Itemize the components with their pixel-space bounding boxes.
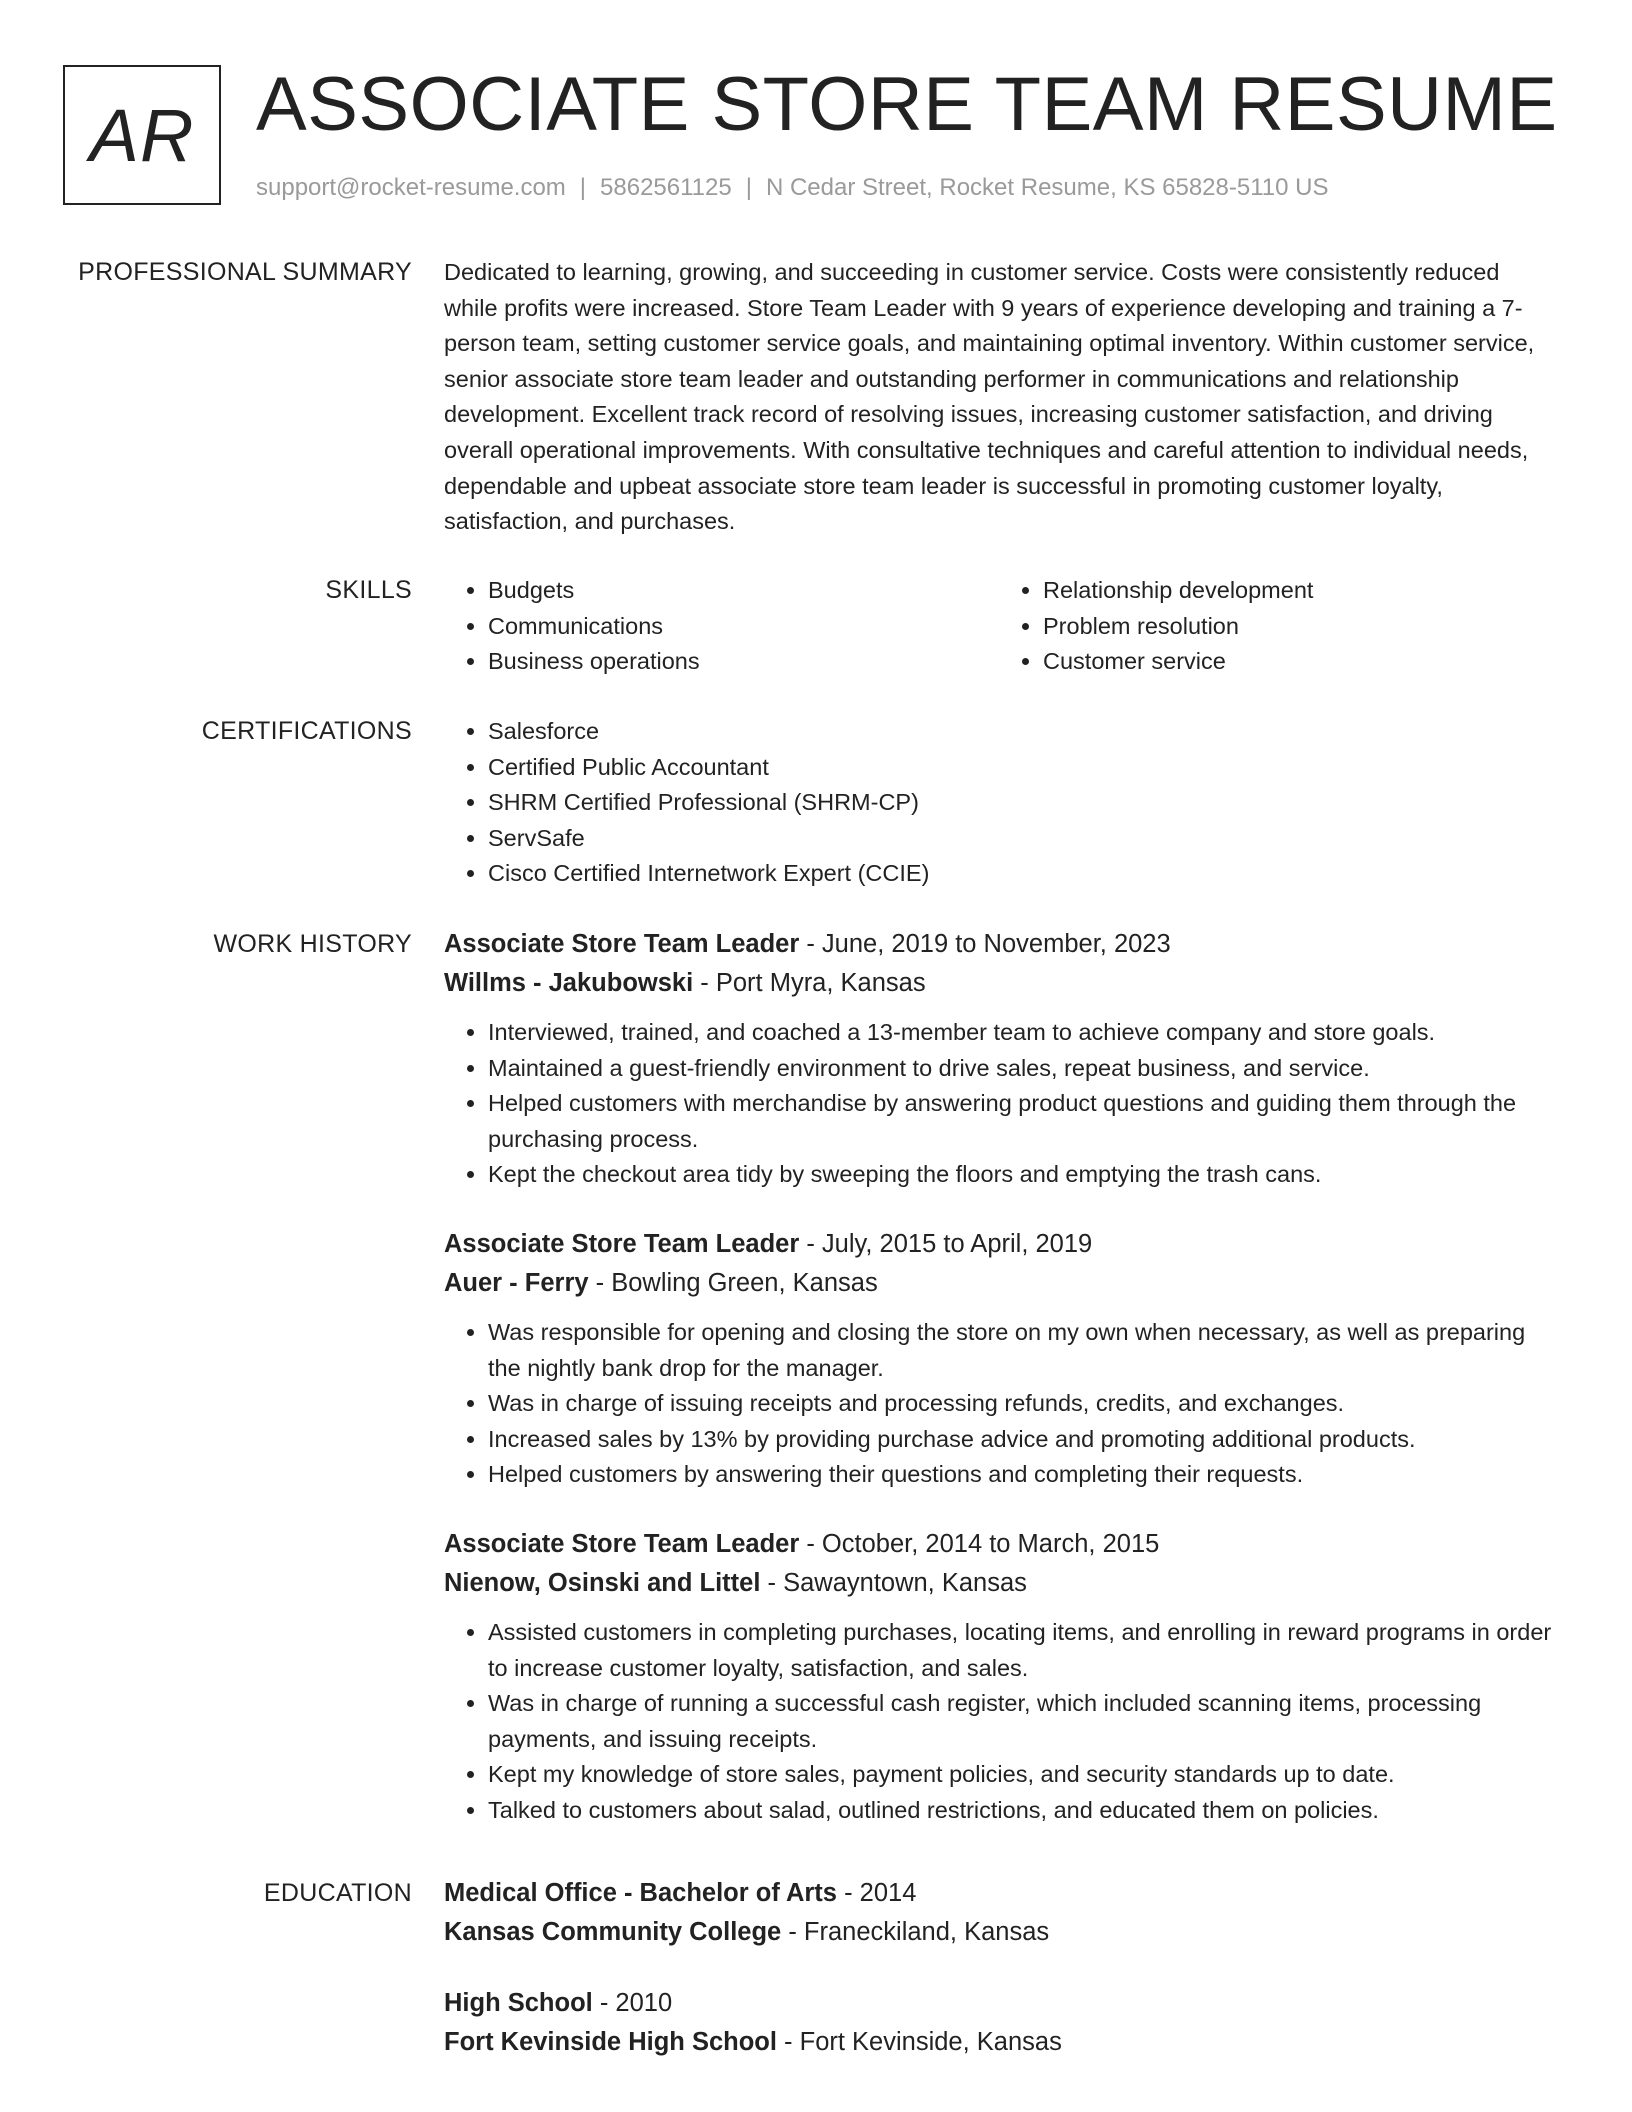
section-label-summary: PROFESSIONAL SUMMARY bbox=[78, 258, 412, 286]
job-location: - Port Myra, Kansas bbox=[693, 969, 926, 997]
education-school-line bbox=[444, 1913, 1554, 1952]
contact-separator: | bbox=[745, 174, 752, 201]
job-bullets bbox=[444, 1615, 1554, 1829]
job-company-line bbox=[444, 1564, 1554, 1603]
job-title-line bbox=[444, 925, 1554, 964]
job-entry bbox=[444, 925, 1554, 1193]
job-bullet: • Helped customers with merchandise by answering product questions and guiding them through the purchasing process. bbox=[488, 1086, 1554, 1157]
job-location: - Bowling Green, Kansas bbox=[588, 1268, 878, 1297]
job-bullet: • Interviewed, trained, and coached a 13-member team to achieve company and store goals. bbox=[488, 1015, 1554, 1051]
certification-item: • ServSafe bbox=[488, 821, 1554, 857]
section-label-skills: SKILLS bbox=[325, 576, 412, 604]
job-title: Associate Store Team Leader bbox=[444, 930, 800, 958]
section-label-certifications: CERTIFICATIONS bbox=[201, 717, 412, 745]
education-school: Fort Kevinside High School bbox=[444, 2028, 777, 2056]
summary-text: Dedicated to learning, growing, and succeeding in customer service. Costs were consistently reduced while profits were increased. Store Team Leader with 9 years of experience developing and training a 7-person team, setting customer service goals, and maintaining optimal inventory. Within customer service, senior associate store team leader and outstanding performer in communications and relationship development. Excellent track record of resolving issues, increasing customer satisfaction, and driving overall operational improvements. With consultative techniques and careful attention to individual needs, dependable and upbeat associate store team leader is successful in promoting customer loyalty, satisfaction, and purchases. bbox=[444, 259, 1535, 535]
skill-item: • Communications bbox=[488, 609, 999, 645]
job-company: Willms - Jakubowski bbox=[444, 969, 694, 997]
job-dates: - July, 2015 to April, 2019 bbox=[799, 1229, 1093, 1258]
job-entry bbox=[444, 1525, 1554, 1829]
contact-line bbox=[256, 174, 1328, 202]
job-bullet: • Kept the checkout area tidy by sweeping the floors and emptying the trash cans. bbox=[488, 1157, 1554, 1193]
section-label-education: EDUCATION bbox=[263, 1879, 412, 1907]
education-degree-line bbox=[444, 1874, 1554, 1913]
skill-item: • Business operations bbox=[488, 644, 999, 680]
section-label-work-history: WORK HISTORY bbox=[213, 930, 412, 958]
education-body bbox=[444, 1874, 1554, 2094]
skill-item: • Budgets bbox=[488, 573, 999, 609]
education-degree-line bbox=[444, 1984, 1554, 2023]
skill-item: • Relationship development bbox=[1043, 573, 1554, 609]
contact-separator: | bbox=[579, 174, 587, 201]
skill-item: • Customer service bbox=[1043, 644, 1554, 680]
resume-header bbox=[63, 62, 1572, 210]
education-degree: High School bbox=[444, 1989, 593, 2017]
education-location: - Franeckiland, Kansas bbox=[781, 1918, 1050, 1946]
job-company: Nienow, Osinski and Littel bbox=[444, 1568, 761, 1597]
certification-item: • Certified Public Accountant bbox=[488, 750, 1554, 786]
education-year: - 2010 bbox=[592, 1989, 673, 2017]
certifications-body bbox=[444, 714, 1554, 892]
job-bullets bbox=[444, 1315, 1554, 1493]
job-title-line bbox=[444, 1525, 1554, 1564]
job-bullet: • Was in charge of issuing receipts and processing refunds, credits, and exchanges. bbox=[488, 1386, 1554, 1422]
skills-body bbox=[444, 573, 1554, 680]
job-bullet: • Was in charge of running a successful cash register, which included scanning items, processing payments, and issuing receipts. bbox=[488, 1686, 1554, 1757]
certification-item: • Salesforce bbox=[488, 714, 1554, 750]
job-company-line bbox=[444, 1264, 1554, 1303]
certifications-list bbox=[444, 714, 1554, 892]
job-bullets bbox=[444, 1015, 1554, 1193]
education-school: Kansas Community College bbox=[444, 1918, 782, 1946]
job-bullet: • Maintained a guest-friendly environment to drive sales, repeat business, and service. bbox=[488, 1051, 1554, 1087]
contact-phone[interactable]: 5862561125 bbox=[600, 174, 732, 201]
job-title-line bbox=[444, 1225, 1554, 1264]
resume-title: ASSOCIATE STORE TEAM RESUME bbox=[256, 62, 1558, 147]
contact-address: N Cedar Street, Rocket Resume, KS 65828-5110 US bbox=[765, 174, 1329, 201]
job-bullet: • Helped customers by answering their questions and completing their requests. bbox=[488, 1457, 1554, 1493]
skills-list-right bbox=[999, 573, 1554, 680]
job-title: Associate Store Team Leader bbox=[444, 1529, 800, 1558]
job-company: Auer - Ferry bbox=[444, 1268, 589, 1297]
education-entry bbox=[444, 1874, 1554, 1952]
skill-item: • Problem resolution bbox=[1043, 609, 1554, 645]
job-title: Associate Store Team Leader bbox=[444, 1229, 800, 1258]
skills-list-left bbox=[444, 573, 999, 680]
education-year: - 2014 bbox=[836, 1879, 917, 1907]
work-history-body bbox=[444, 925, 1554, 1861]
certification-item: • Cisco Certified Internetwork Expert (CCIE) bbox=[488, 856, 1554, 892]
job-bullet: • Kept my knowledge of store sales, payment policies, and security standards up to date. bbox=[488, 1757, 1554, 1793]
job-dates: - October, 2014 to March, 2015 bbox=[799, 1529, 1160, 1558]
job-bullet: • Was responsible for opening and closing the store on my own when necessary, as well as preparing the nightly bank drop for the manager. bbox=[488, 1315, 1554, 1386]
job-company-line bbox=[444, 964, 1554, 1003]
education-school-line bbox=[444, 2023, 1554, 2062]
contact-email[interactable]: support@rocket-resume.com bbox=[256, 174, 566, 201]
certification-item: • SHRM Certified Professional (SHRM-CP) bbox=[488, 785, 1554, 821]
education-entry bbox=[444, 1984, 1554, 2062]
job-location: - Sawayntown, Kansas bbox=[760, 1568, 1027, 1597]
job-bullet: • Talked to customers about salad, outlined restrictions, and educated them on policies. bbox=[488, 1793, 1554, 1829]
monogram-badge: AR bbox=[63, 65, 221, 205]
job-entry bbox=[444, 1225, 1554, 1493]
job-bullet: • Increased sales by 13% by providing purchase advice and promoting additional products. bbox=[488, 1422, 1554, 1458]
summary-body bbox=[444, 255, 1554, 540]
education-degree: Medical Office - Bachelor of Arts bbox=[444, 1879, 837, 1907]
job-dates: - June, 2019 to November, 2023 bbox=[799, 930, 1171, 958]
job-bullet: • Assisted customers in completing purchases, locating items, and enrolling in reward programs in order to increase customer loyalty, satisfaction, and sales. bbox=[488, 1615, 1554, 1686]
education-location: - Fort Kevinside, Kansas bbox=[776, 2028, 1062, 2056]
